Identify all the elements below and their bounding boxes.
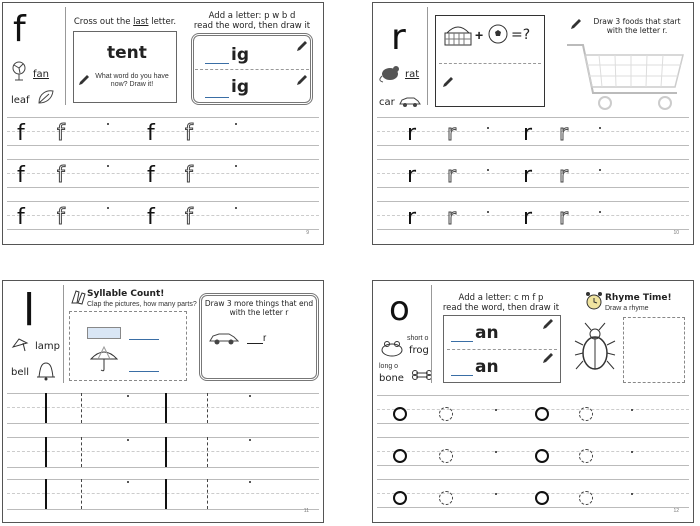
pencil-icon xyxy=(569,17,583,31)
handwriting-row xyxy=(377,395,689,431)
syllable-title: Syllable Count! xyxy=(87,289,165,299)
handwriting-row: f f f f xyxy=(7,159,319,195)
add-letter-subtitle: read the word, then draw it xyxy=(193,21,311,31)
worksheet-page-9 xyxy=(2,2,324,245)
blank-line xyxy=(247,343,263,344)
leaf-label: leaf xyxy=(11,95,30,106)
pencil-icon xyxy=(441,75,455,89)
car-icon xyxy=(399,95,421,107)
rat-label: rat xyxy=(405,69,420,80)
divider xyxy=(65,7,66,105)
umbrella-icon xyxy=(89,345,119,373)
worksheet-page-11 xyxy=(2,280,324,523)
bone-label: bone xyxy=(379,373,404,384)
word-2: an xyxy=(475,357,499,377)
lamp-label: lamp xyxy=(35,341,60,352)
basket-icon xyxy=(443,23,473,47)
pencil-icon xyxy=(541,351,555,365)
handwriting-row xyxy=(377,479,689,515)
pencil-icon xyxy=(541,317,555,331)
end-letter-prompt: Draw 3 more things that end with the letter r xyxy=(204,299,314,317)
page-number: 12 xyxy=(673,508,679,514)
blank-line xyxy=(205,97,229,98)
rhyme-subtitle: Draw a rhyme xyxy=(605,305,649,312)
word-2: ig xyxy=(231,77,249,97)
pencil-icon xyxy=(295,39,309,53)
handwriting-row: f f f f xyxy=(7,117,319,153)
bone-icon xyxy=(411,369,433,381)
word-1: ig xyxy=(231,45,249,65)
bell-icon xyxy=(35,359,57,381)
car-icon xyxy=(209,331,239,345)
blank-line xyxy=(205,63,229,64)
answer-box xyxy=(87,327,121,339)
rhyme-draw-box xyxy=(623,317,685,383)
blank-line xyxy=(451,375,473,376)
syllable-subtitle: Clap the pictures, how many parts? xyxy=(87,301,197,308)
divider xyxy=(431,285,432,383)
short-o-label: short o xyxy=(407,335,429,342)
fan-label: fan xyxy=(33,69,49,80)
featured-letter: o xyxy=(389,289,410,329)
handwriting-row xyxy=(7,479,319,519)
clapping-hands-icon xyxy=(67,287,87,307)
blank-line xyxy=(451,341,473,342)
worksheet-page-12 xyxy=(372,280,694,523)
long-o-label: long o xyxy=(379,363,399,370)
bell-label: bell xyxy=(11,367,30,378)
page-number: 10 xyxy=(673,230,679,236)
handwriting-row: f f f f xyxy=(7,201,319,237)
blank-line xyxy=(129,371,159,372)
foods-prompt: Draw 3 foods that start with the letter r. xyxy=(593,17,681,35)
handwriting-row xyxy=(377,437,689,473)
featured-letter: f xyxy=(13,9,26,50)
rat-icon xyxy=(379,63,401,83)
add-letter-subtitle: read the word, then draw it xyxy=(442,303,560,313)
ball-icon xyxy=(487,23,509,45)
divider xyxy=(63,285,64,383)
add-letter-title: Add a letter: p w b d xyxy=(208,11,296,21)
handwriting-row: r r r r xyxy=(377,159,689,195)
featured-letter: r xyxy=(391,17,406,58)
leaf-icon xyxy=(37,89,55,105)
handwriting-row: r r r r xyxy=(377,201,689,237)
worksheet-page-10 xyxy=(372,2,694,245)
word-1: an xyxy=(475,323,499,343)
beetle-icon xyxy=(573,321,617,377)
plus-sign: + xyxy=(475,27,484,43)
pencil-icon xyxy=(295,73,309,87)
syllable-panel xyxy=(69,311,187,381)
page-number: 9 xyxy=(306,230,309,236)
page-number: 11 xyxy=(303,508,309,514)
handwriting-row: r r r r xyxy=(377,117,689,153)
fan-icon xyxy=(11,61,27,81)
car-label: car xyxy=(379,97,395,108)
divider xyxy=(195,69,309,70)
equation-result: =? xyxy=(511,27,531,43)
cross-out-word: tent xyxy=(107,43,147,63)
handwriting-row xyxy=(7,437,319,477)
pencil-icon xyxy=(77,73,91,87)
divider xyxy=(439,63,541,64)
lamp-icon xyxy=(11,337,33,353)
divider xyxy=(447,349,557,350)
cross-out-title: Cross out the last letter. xyxy=(73,17,177,27)
divider xyxy=(427,7,428,105)
draw-prompt: What word do you have now? Draw it! xyxy=(95,73,169,89)
add-letter-title: Add a letter: c m f p xyxy=(458,293,544,303)
rhyme-title: Rhyme Time! xyxy=(605,293,672,303)
alarm-clock-icon xyxy=(585,291,603,311)
handwriting-row xyxy=(7,393,319,433)
shopping-cart-icon xyxy=(565,41,689,113)
cross-out-panel xyxy=(73,31,177,103)
featured-letter: l xyxy=(23,285,36,336)
end-letter: r xyxy=(263,333,267,344)
blank-line xyxy=(129,339,159,340)
frog-icon xyxy=(379,339,405,357)
frog-label: frog xyxy=(409,345,429,356)
